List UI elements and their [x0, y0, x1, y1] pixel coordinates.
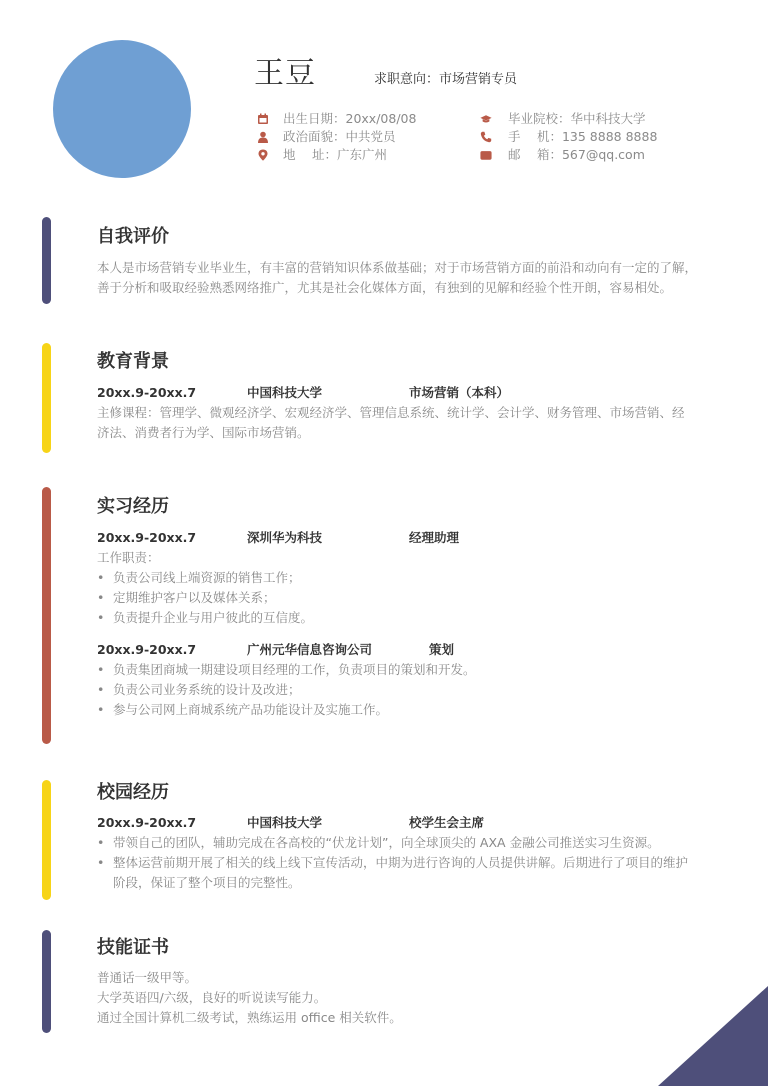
education-header-row: 20xx.9-20xx.7 中国科技大学 市场营销（本科） [97, 385, 510, 400]
section-bar-skills [42, 930, 51, 1033]
internship-content: 20xx.9-20xx.7 深圳华为科技 经理助理 工作职责： • 负责公司线上端资源的销售工作； • 定期维护客户以及媒体关系； • 负责提升企业与用户彼此的互信度。 20xx.9-20xx.7 广州元华信息咨询公司 策划 • 负责集团商城一期建设项目经理的工作，负责项目的策划和开发。 • 负责公司业务系统的设计及改进； • 参与公司网上商城系统产品功能设计及实施工作。 [97, 528, 727, 720]
list-item: • 负责提升企业与用户彼此的互信度。 [97, 610, 314, 625]
campus-content: 20xx.9-20xx.7 中国科技大学 校学生会主席 • 带领自己的团队，辅助完成在各高校的“伏龙计划”，向全球顶尖的 AXA 金融公司推送实习生资源。 • 整体运营前期开展了相关的线上线下宣传活动，中期为进行咨询的人员提供讲解。后期进行了项目的维护 阶段，保证了整个项目的完整性。 [97, 813, 727, 893]
personal-info-left [257, 110, 416, 164]
job1-header-row: 20xx.9-20xx.7 深圳华为科技 经理助理 [97, 530, 460, 545]
info-address: 地 址：广东广州 [257, 146, 416, 164]
self-evaluation-text: 本人是市场营销专业毕业生，有丰富的营销知识体系做基础；对于市场营销方面的前沿和动向有一定的了解， 善于分析和吸取经验熟悉网络推广，尤其是社会化媒体方面，有独到的见解和经验个性开朗，容易相处。 [97, 260, 698, 295]
graduation-cap-icon [480, 113, 492, 125]
job2-header-row: 20xx.9-20xx.7 广州元华信息咨询公司 策划 [97, 642, 455, 657]
list-item: • 负责公司业务系统的设计及改进； [97, 682, 301, 697]
list-item: • 定期维护客户以及媒体关系； [97, 590, 276, 605]
info-phone: 手 机：135 8888 8888 [480, 128, 657, 146]
info-school: 毕业院校：华中科技大学 [480, 110, 657, 128]
section-bar-campus [42, 780, 51, 900]
personal-info-right [480, 110, 657, 164]
location-icon [257, 149, 269, 161]
phone-icon [480, 131, 492, 143]
section-bar-self [42, 217, 51, 304]
list-item: • 负责集团商城一期建设项目经理的工作，负责项目的策划和开发。 [97, 662, 476, 677]
section-title-internship: 实习经历 [97, 496, 169, 517]
corner-decoration [658, 986, 768, 1086]
section-title-self: 自我评价 [97, 226, 169, 247]
section-bar-internship [42, 487, 51, 744]
info-politics: 政治面貌：中共党员 [257, 128, 416, 146]
job-intention: 求职意向：市场营销专员 [374, 72, 518, 87]
section-title-campus: 校园经历 [97, 782, 169, 803]
section-bar-education [42, 343, 51, 453]
education-content: 20xx.9-20xx.7 中国科技大学 市场营销（本科） 主修课程：管理学、微观经济学、宏观经济学、管理信息系统、统计学、会计学、财务管理、市场营销、经 济法、消费者行为学、国际市场营销。 [97, 383, 727, 443]
list-item: • 负责公司线上端资源的销售工作； [97, 570, 301, 585]
campus-header-row: 20xx.9-20xx.7 中国科技大学 校学生会主席 [97, 815, 485, 830]
info-birth: 出生日期：20xx/08/08 [257, 110, 416, 128]
person-icon [257, 131, 269, 143]
list-item: • 整体运营前期开展了相关的线上线下宣传活动，中期为进行咨询的人员提供讲解。后期进行了项目的维护 [97, 855, 689, 870]
avatar [53, 40, 191, 178]
list-item: • 参与公司网上商城系统产品功能设计及实施工作。 [97, 702, 389, 717]
section-title-skills: 技能证书 [97, 937, 169, 958]
list-item: • 带领自己的团队，辅助完成在各高校的“伏龙计划”，向全球顶尖的 AXA 金融公司推送实习生资源。 [97, 835, 660, 850]
mail-icon [480, 149, 492, 161]
section-title-education: 教育背景 [97, 351, 169, 372]
info-email: 邮 箱：567@qq.com [480, 146, 657, 164]
applicant-name: 王豆 [254, 56, 316, 91]
skills-content: 普通话一级甲等。 大学英语四/六级，良好的听说读写能力。 通过全国计算机二级考试，熟练运用 office 相关软件。 [97, 970, 402, 1025]
calendar-icon [257, 113, 269, 125]
